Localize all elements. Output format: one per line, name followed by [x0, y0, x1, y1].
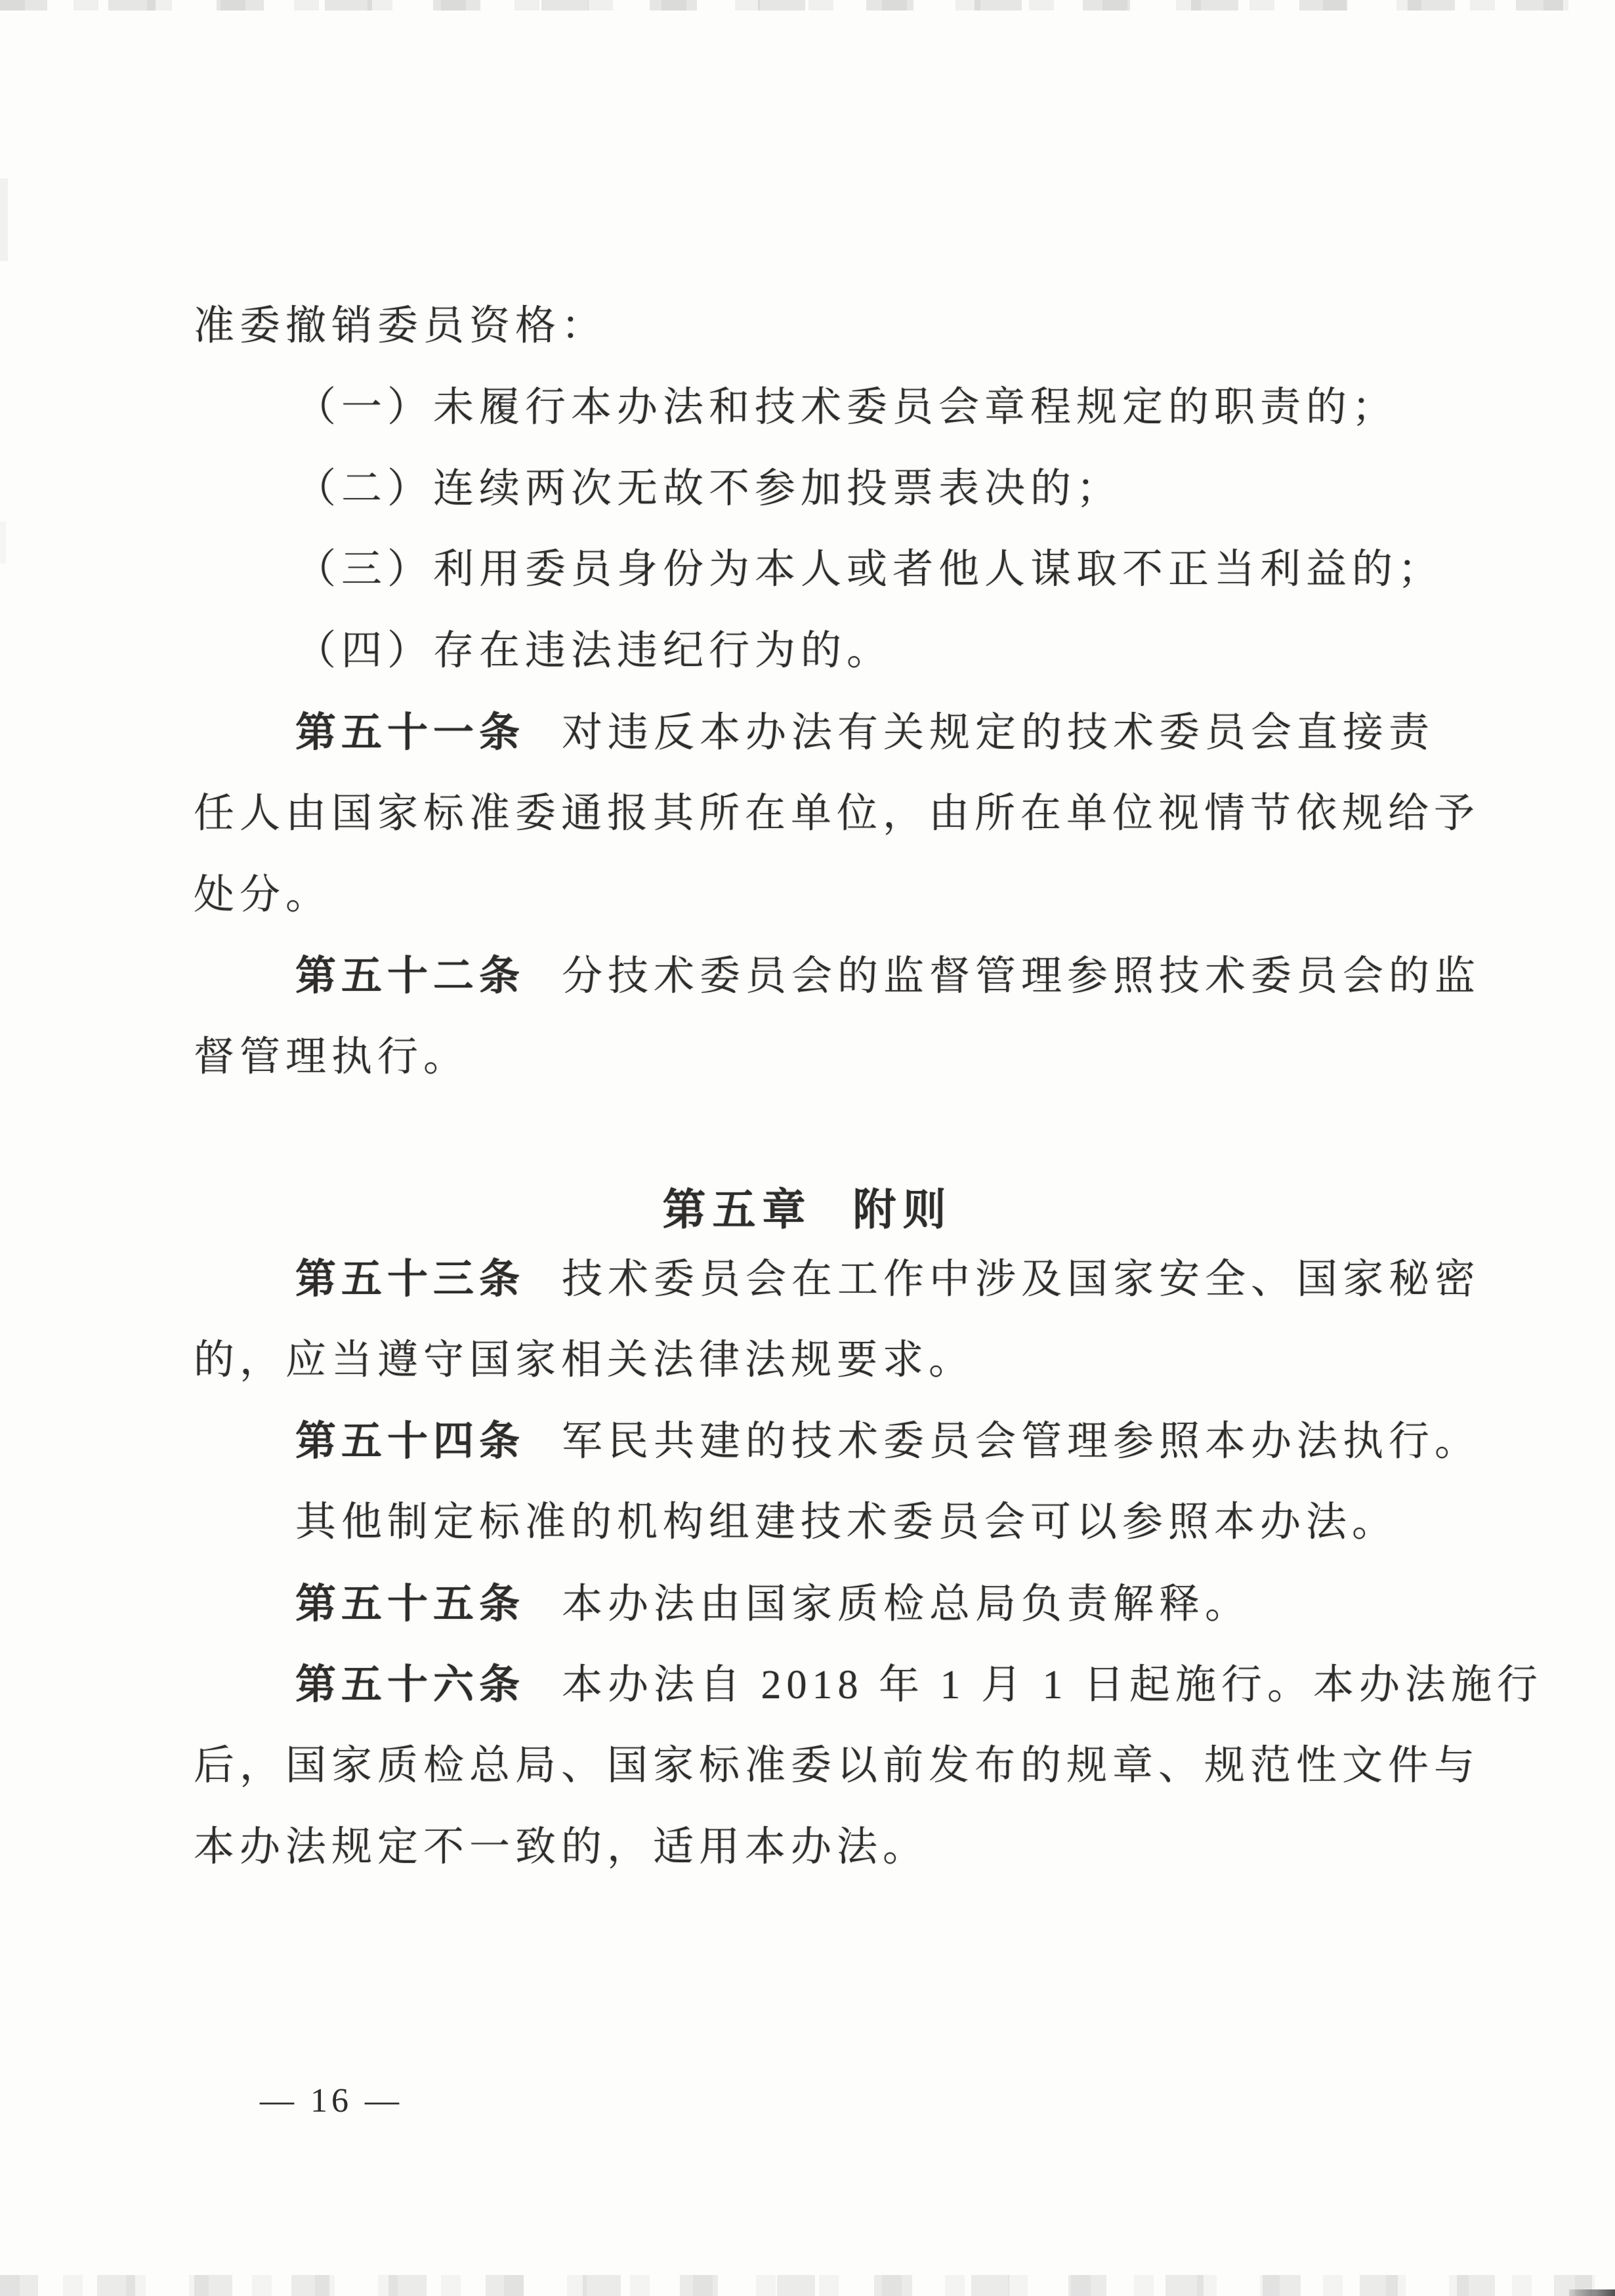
chapter-heading — [0, 1175, 1615, 1237]
article-51-line-3: 处分。 — [194, 873, 332, 917]
article-56-number: 第五十六条 — [295, 1662, 526, 1707]
article-53-number: 第五十三条 — [295, 1257, 526, 1302]
article-52-line-2: 督管理执行。 — [194, 1035, 470, 1079]
page-number: — 16 — — [260, 2082, 403, 2119]
article-54-number: 第五十四条 — [295, 1419, 526, 1464]
scan-artifact-top-edge — [0, 0, 1615, 10]
article-51-number: 第五十一条 — [295, 710, 526, 755]
article-56-line-2: 后，国家质检总局、国家标准委以前发布的规章、规范性文件与 — [194, 1743, 1480, 1788]
scan-artifact-corner-mark — [1569, 2289, 1615, 2296]
scan-artifact-left-edge — [0, 522, 6, 564]
chapter-number: 第五章 — [662, 1185, 812, 1234]
article-51-line-1: 第五十一条 对违反本办法有关规定的技术委员会直接责 — [295, 710, 1435, 755]
article-56-line-3: 本办法规定不一致的，适用本办法。 — [194, 1825, 929, 1869]
scan-artifact-left-edge — [0, 178, 8, 261]
chapter-title: 附则 — [852, 1185, 953, 1234]
article-55-number: 第五十五条 — [295, 1581, 526, 1627]
scan-artifact-bottom-edge — [0, 2275, 1615, 2296]
clause-item-3: （三）利用委员身份为本人或者他人谋取不正当利益的； — [295, 547, 1444, 592]
article-52-number: 第五十二条 — [295, 953, 526, 999]
article-52-line-1: 第五十二条 分技术委员会的监督管理参照技术委员会的监 — [295, 953, 1481, 999]
article-55-line-1: 第五十五条 本办法由国家质检总局负责解释。 — [295, 1581, 1251, 1627]
clause-item-4: （四）存在违法违纪行为的。 — [295, 629, 893, 673]
article-53-line-2: 的，应当遵守国家相关法律法规要求。 — [194, 1338, 975, 1383]
clause-item-1: （一）未履行本办法和技术委员会章程规定的职责的； — [295, 385, 1398, 430]
article-51-line-2: 任人由国家标准委通报其所在单位，由所在单位视情节依规给予 — [194, 791, 1480, 836]
article-56-line-1: 第五十六条 本办法自 2018 年 1 月 1 日起施行。本办法施行 — [295, 1662, 1543, 1707]
article-54-line-1: 第五十四条 军民共建的技术委员会管理参照本办法执行。 — [295, 1419, 1481, 1464]
article-54-line-2: 其他制定标准的机构组建技术委员会可以参照本办法。 — [295, 1500, 1398, 1545]
article-53-line-1: 第五十三条 技术委员会在工作中涉及国家安全、国家秘密 — [295, 1257, 1481, 1302]
clause-item-2: （二）连续两次无故不参加投票表决的； — [295, 467, 1123, 511]
continuation-line: 准委撤销委员资格： — [194, 304, 608, 348]
